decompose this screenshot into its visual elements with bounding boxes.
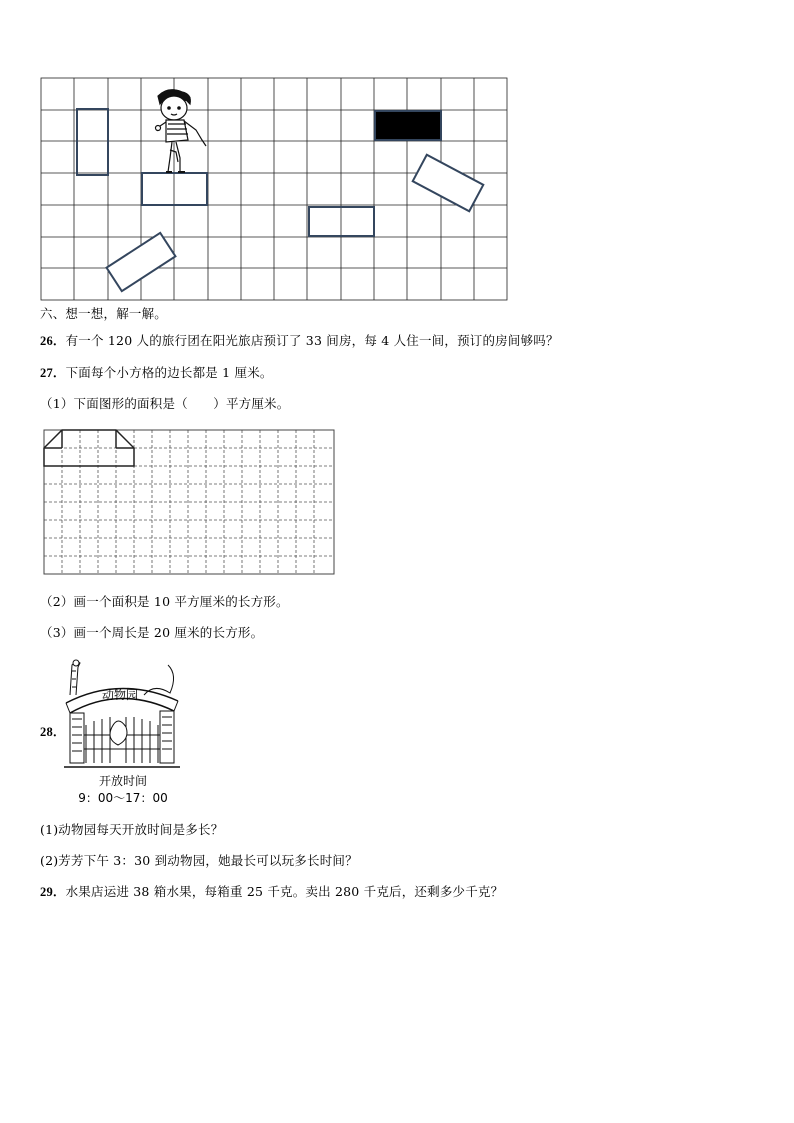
question-28-sub1: (1)动物园每天开放时间是多长？ bbox=[40, 822, 224, 837]
lower-rectangle bbox=[309, 207, 374, 236]
rotated-rectangle-right bbox=[413, 155, 484, 212]
zoo-illustration bbox=[60, 655, 185, 775]
question-number: 27． bbox=[40, 366, 66, 380]
zoo-hours-title: 开放时间 bbox=[98, 774, 147, 788]
black-rectangle bbox=[375, 111, 441, 140]
question-number: 26． bbox=[40, 334, 66, 348]
question-text: 下面每个小方格的边长都是 1 厘米。 bbox=[65, 365, 273, 380]
question-number: 29． bbox=[40, 885, 66, 899]
question-27 bbox=[40, 365, 273, 381]
question-26 bbox=[40, 333, 559, 349]
question-27-sub1: （1）下面图形的面积是（ ）平方厘米。 bbox=[40, 396, 290, 411]
boy-illustration bbox=[156, 90, 207, 172]
tall-rectangle bbox=[77, 109, 108, 175]
zoo-hours-range: 9：00～17：00 bbox=[78, 791, 168, 805]
question-27-sub2: （2）画一个面积是 10 平方厘米的长方形。 bbox=[40, 594, 289, 609]
question-29 bbox=[40, 884, 503, 900]
dashed-grid-lines bbox=[44, 430, 334, 574]
center-rectangle bbox=[142, 173, 207, 205]
dashed-grid-figure bbox=[0, 420, 794, 580]
question-text: 水果店运进 38 箱水果，每箱重 25 千克。卖出 280 千克后，还剩多少千克？ bbox=[65, 884, 504, 899]
section-six-heading: 六、想一想，解一解。 bbox=[40, 306, 168, 321]
question-text: 有一个 120 人的旅行团在阳光旅店预订了 33 间房，每 4 人住一间，预订的房间够吗？ bbox=[65, 333, 559, 348]
question-number: 28． bbox=[40, 725, 66, 739]
question-28-sub2: (2)芳芳下午 3：30 到动物园，她最长可以玩多长时间？ bbox=[40, 853, 358, 868]
question-27-sub3: （3）画一个周长是 20 厘米的长方形。 bbox=[40, 625, 264, 640]
zoo-sign-text: 动物园 bbox=[102, 688, 139, 702]
top-grid-figure bbox=[0, 0, 794, 310]
